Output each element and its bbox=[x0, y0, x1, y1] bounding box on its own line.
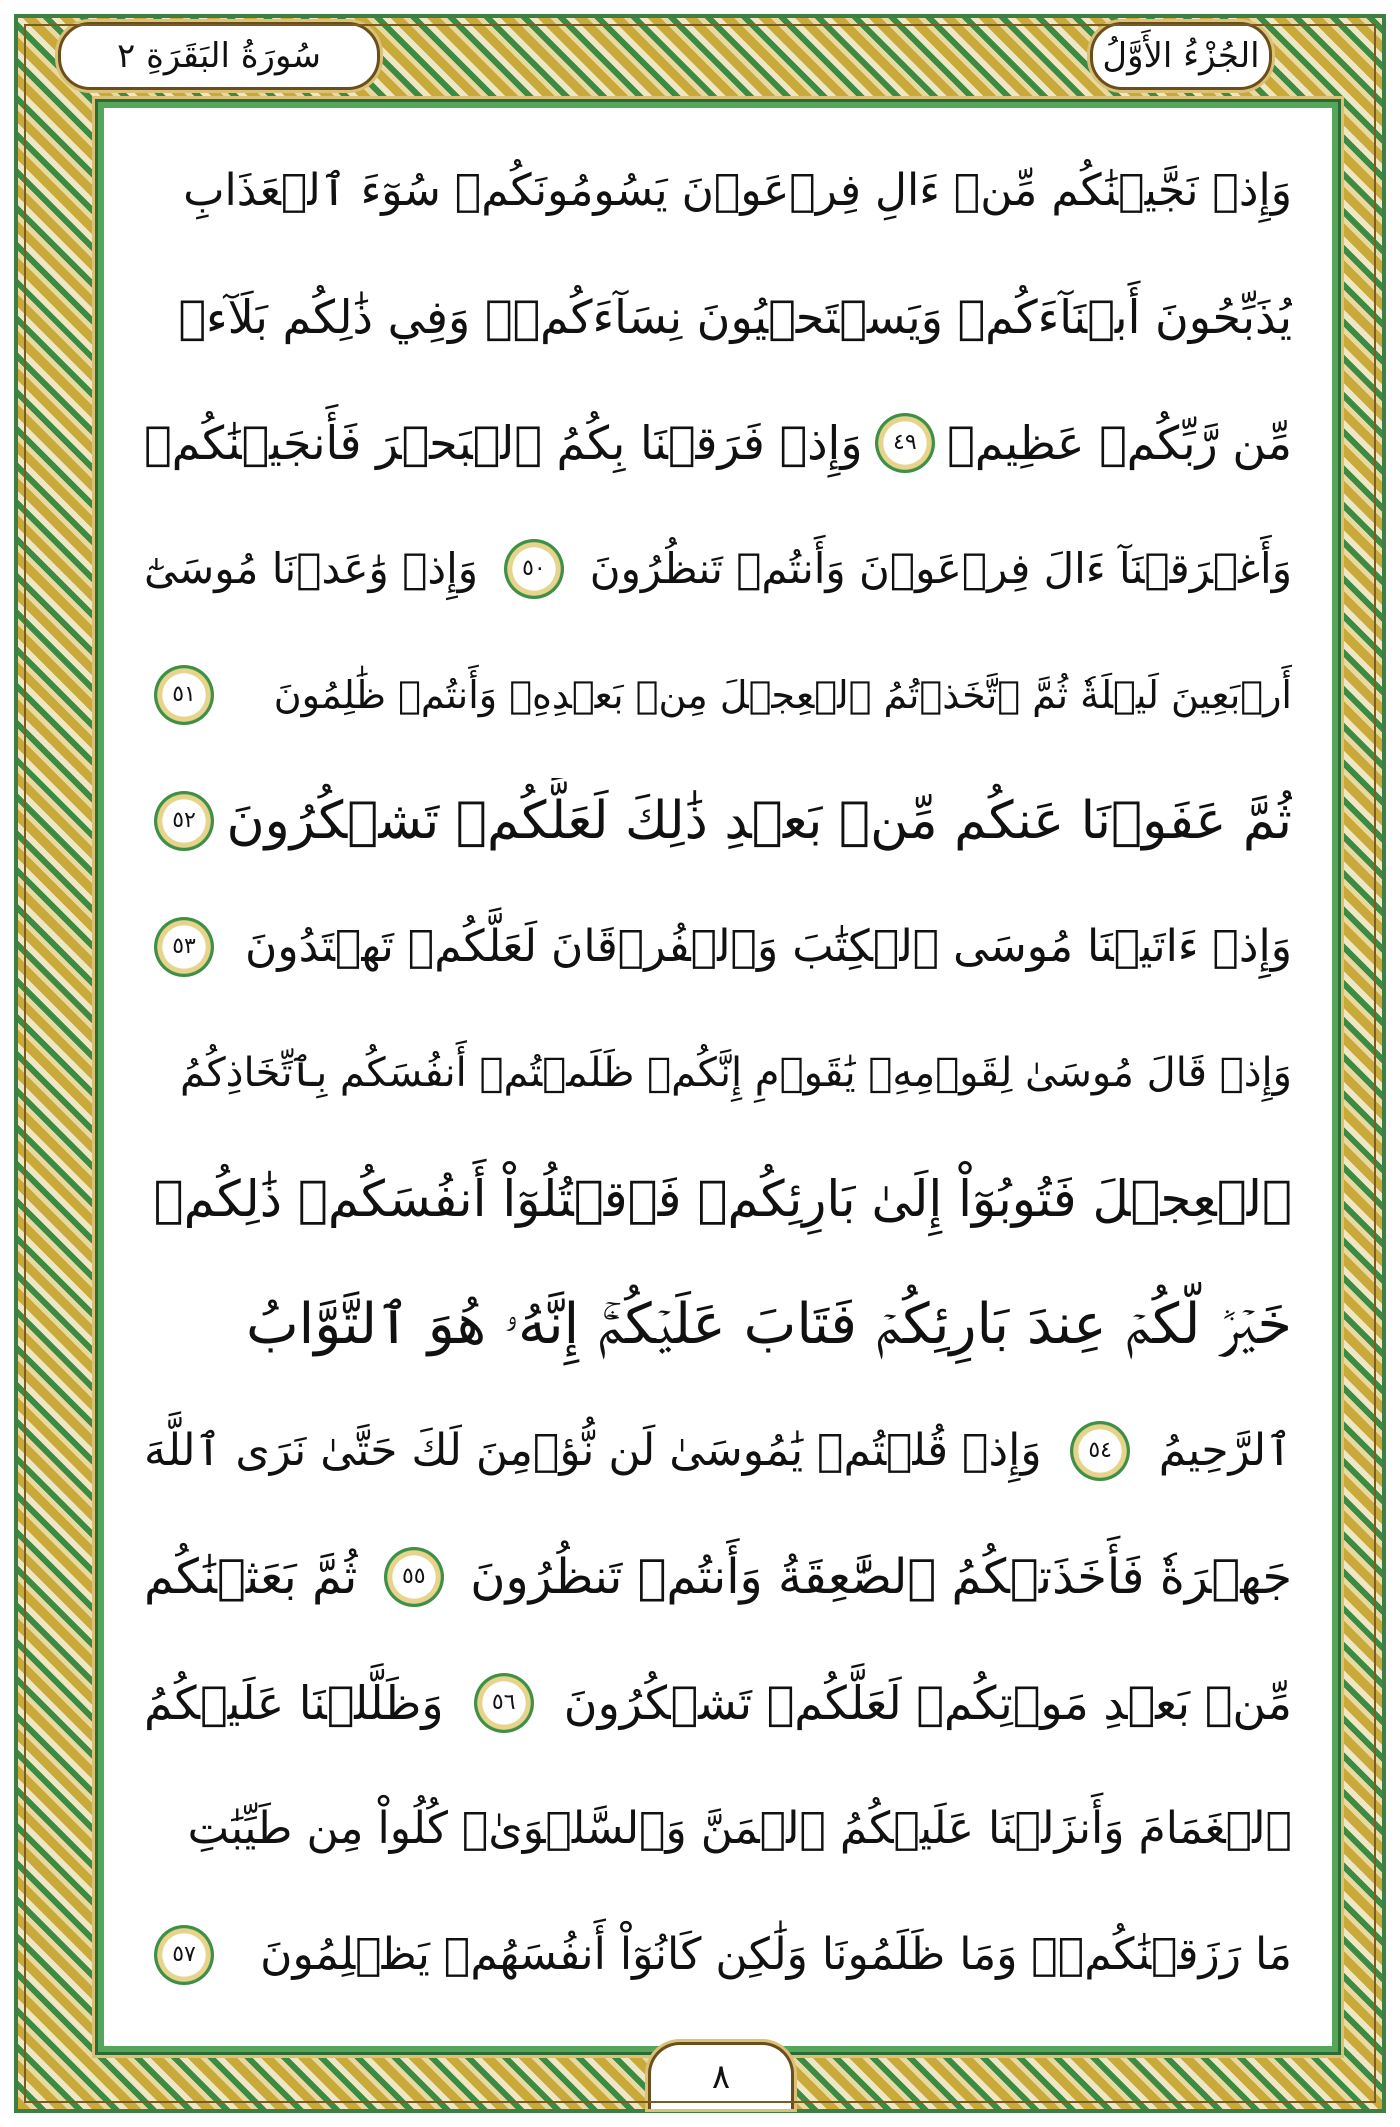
ayah-number-marker: ٥٠ bbox=[504, 539, 564, 599]
text-line bbox=[144, 1030, 1292, 1116]
text-line bbox=[144, 904, 1292, 990]
verse-text: ٱلرَّحِيمُ bbox=[1158, 1425, 1292, 1476]
ayah-number-marker: ٥٦ bbox=[474, 1673, 534, 1733]
text-line bbox=[144, 1408, 1292, 1494]
page-number-label: ٨ bbox=[711, 2057, 731, 2097]
verse-text: ثُمَّ بَعَثۡنَٰكُم bbox=[144, 1549, 358, 1605]
text-line bbox=[144, 274, 1292, 360]
text-line bbox=[144, 526, 1292, 612]
verse-text: مِّن رَّبِّكُمۡ عَظِيمٞ bbox=[947, 416, 1292, 470]
verse-text: مَا رَزَقۡنَٰكُمۡۚ وَمَا ظَلَمُونَا وَلَٰكِن كَانُوٓاْ أَنفُسَهُمۡ يَظۡلِمُونَ bbox=[260, 1929, 1292, 1980]
verse-text: جَهۡرَةٗ فَأَخَذَتۡكُمُ ٱلصَّٰعِقَةُ وَأَنتُمۡ تَنظُرُونَ bbox=[470, 1549, 1292, 1605]
ornamental-border bbox=[14, 14, 1386, 2113]
text-line bbox=[144, 1534, 1292, 1620]
verse-text: مِّنۢ بَعۡدِ مَوۡتِكُمۡ لَعَلَّكُمۡ تَشۡكُرُونَ bbox=[563, 1676, 1292, 1730]
surah-label: سُورَةُ البَقَرَةِ ٢ bbox=[117, 36, 322, 76]
text-line bbox=[144, 1912, 1292, 1998]
verse-text: وَإِذۡ قَالَ مُوسَىٰ لِقَوۡمِهِۦ يَٰقَوۡمِ إِنَّكُمۡ ظَلَمۡتُمۡ أَنفُسَكُم بِٱتِّخَاذِكُمُ bbox=[180, 1050, 1292, 1096]
verse-text: يُذَبِّحُونَ أَبۡنَآءَكُمۡ وَيَسۡتَحۡيُونَ نِسَآءَكُمۡۚ وَفِي ذَٰلِكُم بَلَآءٞ bbox=[178, 290, 1292, 344]
page-number bbox=[648, 2042, 794, 2109]
ayah-number-marker: ٥٧ bbox=[154, 1925, 214, 1985]
verse-text: وَظَلَّلۡنَا عَلَيۡكُمُ bbox=[144, 1676, 444, 1730]
verse-text: وَإِذۡ فَرَقۡنَا بِكُمُ ٱلۡبَحۡرَ فَأَنجَيۡنَٰكُمۡ bbox=[144, 416, 863, 470]
text-line bbox=[144, 1282, 1292, 1368]
ayah-number-marker: ٤٩ bbox=[875, 413, 935, 473]
text-line bbox=[144, 652, 1292, 738]
verse-text: وَأَغۡرَقۡنَآ ءَالَ فِرۡعَوۡنَ وَأَنتُمۡ تَنظُرُونَ bbox=[589, 544, 1292, 593]
ayah-number-marker: ٥٣ bbox=[154, 917, 214, 977]
juz-title bbox=[1090, 22, 1272, 90]
verse-text: خَيۡرٞ لَّكُمۡ عِندَ بَارِئِكُمۡ فَتَابَ عَلَيۡكُمۡۚ إِنَّهُۥ هُوَ ٱلتَّوَّابُ bbox=[245, 1292, 1292, 1357]
ayah-number-marker: ٥١ bbox=[154, 665, 214, 725]
verse-text: وَإِذۡ قُلۡتُمۡ يَٰمُوسَىٰ لَن نُّؤۡمِنَ لَكَ حَتَّىٰ نَرَى ٱللَّهَ bbox=[144, 1425, 1042, 1476]
verse-text: ٱلۡغَمَامَ وَأَنزَلۡنَا عَلَيۡكُمُ ٱلۡمَنَّ وَٱلسَّلۡوَىٰۖ كُلُواْ مِن طَيِّبَٰتِ bbox=[187, 1803, 1292, 1854]
surah-title bbox=[58, 22, 380, 90]
text-line bbox=[144, 148, 1292, 234]
verse-text: أَرۡبَعِينَ لَيۡلَةٗ ثُمَّ ٱتَّخَذۡتُمُ ٱلۡعِجۡلَ مِنۢ بَعۡدِهِۦ وَأَنتُمۡ ظَٰلِمُونَ bbox=[273, 673, 1292, 717]
ayah-number-marker: ٥٥ bbox=[384, 1547, 444, 1607]
verse-text: وَإِذۡ ءَاتَيۡنَا مُوسَى ٱلۡكِتَٰبَ وَٱلۡفُرۡقَانَ لَعَلَّكُمۡ تَهۡتَدُونَ bbox=[245, 921, 1292, 972]
ayah-number-marker: ٥٢ bbox=[154, 791, 214, 851]
text-line bbox=[144, 1786, 1292, 1872]
juz-label: الجُزْءُ الأَوَّلُ bbox=[1102, 36, 1260, 76]
ayah-number-marker: ٥٤ bbox=[1070, 1421, 1130, 1481]
verse-text: ثُمَّ عَفَوۡنَا عَنكُم مِّنۢ بَعۡدِ ذَٰلِكَ لَعَلَّكُمۡ تَشۡكُرُونَ bbox=[226, 791, 1292, 851]
verse-text: وَإِذۡ وَٰعَدۡنَا مُوسَىٰٓ bbox=[144, 544, 479, 593]
text-line bbox=[144, 1660, 1292, 1746]
text-panel bbox=[98, 102, 1338, 2052]
text-line bbox=[144, 1156, 1292, 1242]
verse-text: وَإِذۡ نَجَّيۡنَٰكُم مِّنۡ ءَالِ فِرۡعَوۡنَ يَسُومُونَكُمۡ سُوٓءَ ٱلۡعَذَابِ bbox=[183, 165, 1292, 216]
verse-lines bbox=[144, 148, 1292, 1998]
verse-text: ٱلۡعِجۡلَ فَتُوبُوٓاْ إِلَىٰ بَارِئِكُمۡ فَٱقۡتُلُوٓاْ أَنفُسَكُمۡ ذَٰلِكُمۡ bbox=[153, 1170, 1292, 1228]
text-line bbox=[144, 778, 1292, 864]
text-line bbox=[144, 400, 1292, 486]
